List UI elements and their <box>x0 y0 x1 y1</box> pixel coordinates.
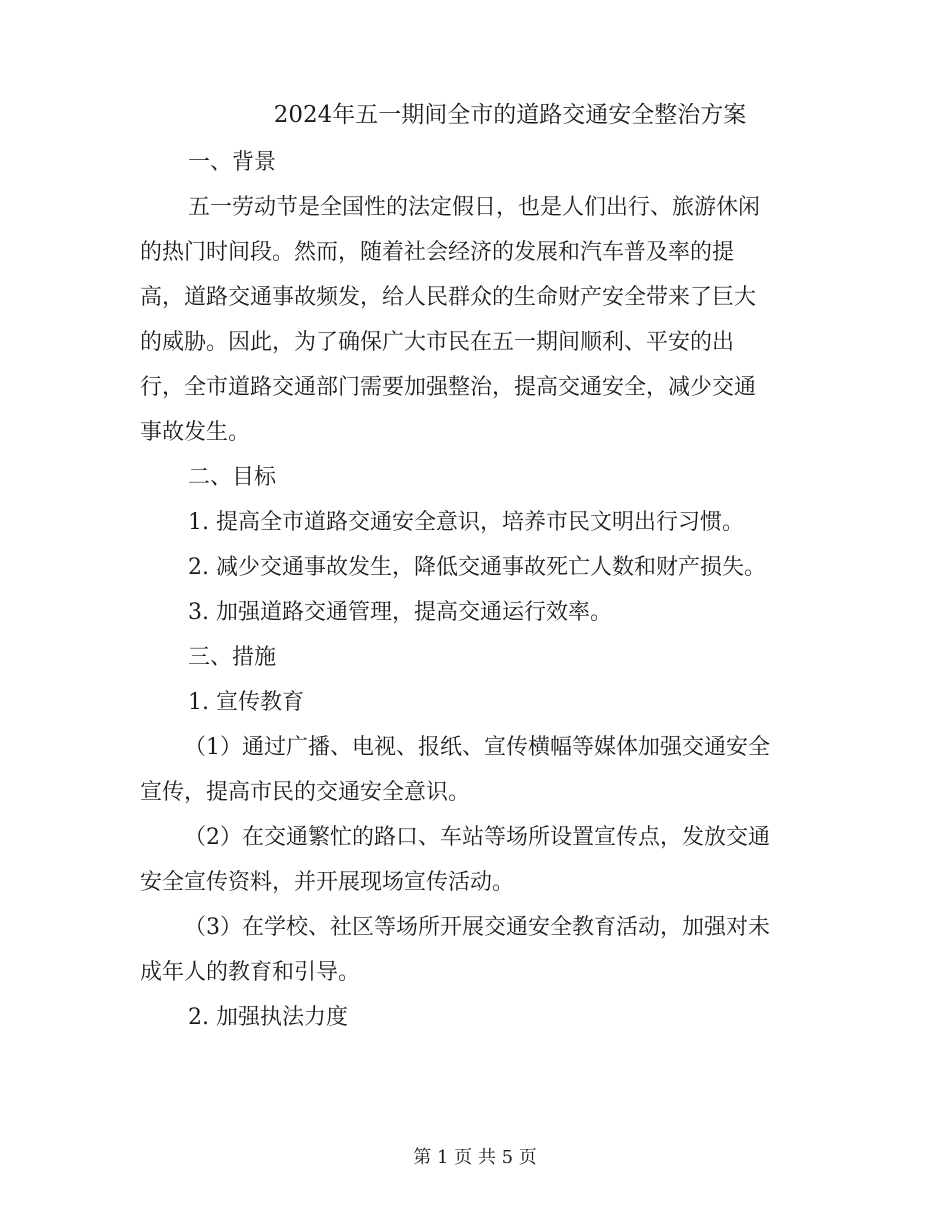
text-line: 1. 提高全市道路交通安全意识，培养市民文明出行习惯。 <box>188 510 744 535</box>
text-line: 安全宣传资料，并开展现场宣传活动。 <box>140 870 515 895</box>
document-paragraphs <box>140 140 810 1040</box>
text-line: 的威胁。因此，为了确保广大市民在五一期间顺利、平安的出 <box>140 330 735 355</box>
text-line: 二、目标 <box>188 465 277 490</box>
text-line: （1）通过广播、电视、报纸、宣传横幅等媒体加强交通安全 <box>184 735 770 760</box>
text-line: 高，道路交通事故频发，给人民群众的生命财产安全带来了巨大 <box>140 285 757 310</box>
text-line: 3. 加强道路交通管理，提高交通运行效率。 <box>188 600 612 625</box>
text-line: 行，全市道路交通部门需要加强整治，提高交通安全，减少交通 <box>140 375 757 400</box>
text-line: 事故发生。 <box>140 420 251 445</box>
text-line: 五一劳动节是全国性的法定假日，也是人们出行、旅游休闲 <box>188 195 761 220</box>
text-line: 1. 宣传教育 <box>188 690 304 715</box>
text-line: 成年人的教育和引导。 <box>140 960 361 985</box>
document-body <box>140 100 810 1040</box>
text-line: 的热门时间段。然而，随着社会经济的发展和汽车普及率的提 <box>140 240 735 265</box>
text-line: 2. 加强执法力度 <box>188 1005 348 1030</box>
text-line: 宣传，提高市民的交通安全意识。 <box>140 780 471 805</box>
text-line: 2. 减少交通事故发生，降低交通事故死亡人数和财产损失。 <box>188 555 766 580</box>
text-line: （2）在交通繁忙的路口、车站等场所设置宣传点，发放交通 <box>184 825 770 850</box>
text-line: 一、背景 <box>188 150 277 175</box>
page-footer: 第 1 页 共 5 页 <box>413 1147 537 1168</box>
text-line: （3）在学校、社区等场所开展交通安全教育活动，加强对未 <box>184 915 770 940</box>
document-title: 2024年五一期间全市的道路交通安全整治方案 <box>273 102 747 128</box>
text-line: 三、措施 <box>188 645 277 670</box>
